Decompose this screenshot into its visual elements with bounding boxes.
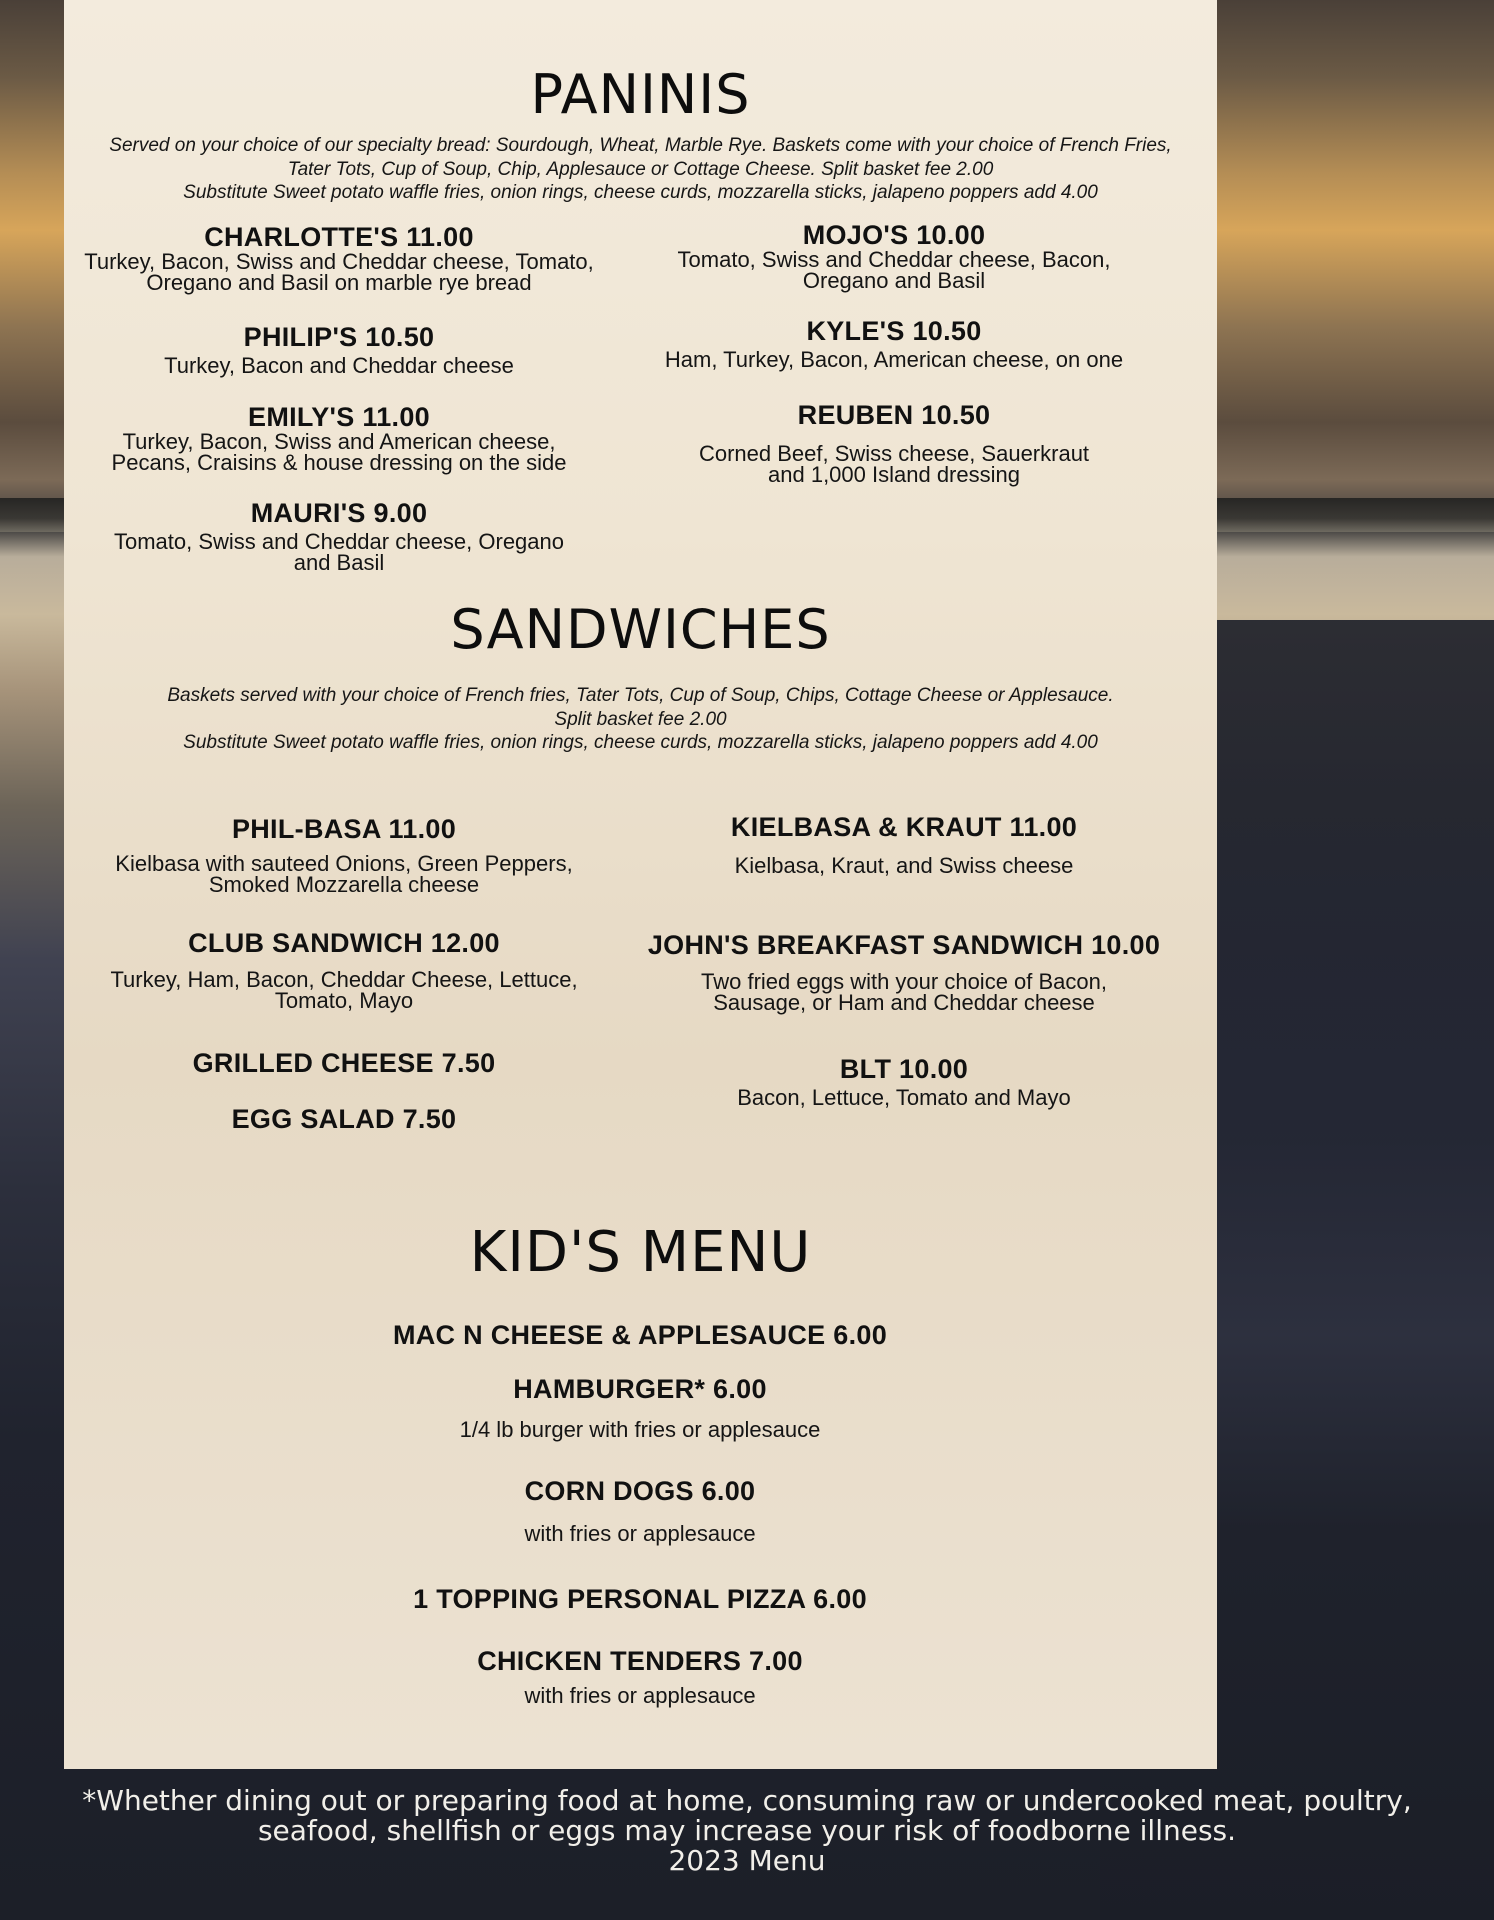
kids-item (330, 1646, 950, 1706)
panini-item (84, 322, 594, 376)
sandwich-name: BLT 10.00 (839, 1054, 969, 1084)
panini-name: PHILIP'S 10.50 (243, 322, 435, 352)
kids-item-description: with fries or applesauce (524, 1683, 756, 1708)
panini-item (84, 498, 594, 573)
sandwich-name: GRILLED CHEESE 7.50 (192, 1048, 496, 1078)
sandwich-item (84, 814, 604, 895)
sandwiches-note-line: Baskets served with your choice of French fries, Tater Tots, Cup of Soup, Chips, Cottage Cheese or Applesauce. (167, 685, 1114, 706)
disclaimer-line: seafood, shellfish or eggs may increase your risk of foodborne illness. (257, 1814, 1237, 1847)
kids-item (330, 1374, 950, 1440)
sandwiches-title: SANDWICHES (450, 598, 831, 661)
sandwich-name: JOHN'S BREAKFAST SANDWICH 10.00 (647, 930, 1161, 960)
kids-item-name: MAC N CHEESE & APPLESAUCE 6.00 (392, 1320, 888, 1350)
sandwiches-note-line: Substitute Sweet potato waffle fries, onion rings, cheese curds, mozzarella sticks, jalapeno poppers add 4.00 (183, 732, 1098, 753)
sandwich-item (634, 930, 1174, 1013)
paninis-note-line: Substitute Sweet potato waffle fries, onion rings, cheese curds, mozzarella sticks, jalapeno poppers add 4.00 (183, 182, 1098, 203)
sandwiches-note-line: Split basket fee 2.00 (554, 708, 727, 730)
panini-description: Ham, Turkey, Bacon, American cheese, on one (664, 347, 1124, 372)
sandwich-description: Bacon, Lettuce, Tomato and Mayo (737, 1085, 1071, 1110)
panini-name: KYLE'S 10.50 (806, 316, 982, 346)
kids-item (330, 1320, 950, 1351)
paninis-note-line: Served on your choice of our specialty bread: Sourdough, Wheat, Marble Rye. Baskets come with your choice of French Fries, (109, 135, 1172, 156)
footer-disclaimer (0, 1786, 1494, 1876)
sandwich-name: EGG SALAD 7.50 (231, 1104, 457, 1134)
menu-panel (64, 0, 1217, 1769)
kids-item-name: CHICKEN TENDERS 7.00 (477, 1646, 803, 1676)
kids-item-description: 1/4 lb burger with fries or applesauce (459, 1417, 821, 1442)
paninis-note-line: Tater Tots, Cup of Soup, Chip, Applesauce or Cottage Cheese. Split basket fee 2.00 (287, 158, 994, 180)
kids-item (330, 1476, 950, 1544)
panini-item (84, 402, 594, 473)
panini-item (634, 220, 1154, 291)
sandwich-name: PHIL-BASA 11.00 (231, 814, 457, 844)
panini-description: Corned Beef, Swiss cheese, Sauerkraut and 1,000 Island dressing (698, 441, 1090, 487)
sandwich-description: Kielbasa with sauteed Onions, Green Peppers, Smoked Mozzarella cheese (115, 851, 573, 897)
paninis-title: PANINIS (530, 63, 751, 126)
kids-item-name: 1 TOPPING PERSONAL PIZZA 6.00 (413, 1584, 867, 1614)
kids-menu-title: KID'S MENU (469, 1220, 812, 1285)
panini-name: REUBEN 10.50 (797, 400, 991, 430)
kids-item-name: CORN DOGS 6.00 (524, 1476, 756, 1506)
sandwiches-note (84, 684, 1197, 755)
panini-name: MOJO'S 10.00 (802, 220, 986, 250)
sandwich-name: KIELBASA & KRAUT 11.00 (730, 812, 1078, 842)
panini-name: EMILY'S 11.00 (248, 402, 430, 432)
sandwich-description: Turkey, Ham, Bacon, Cheddar Cheese, Lettuce, Tomato, Mayo (110, 967, 578, 1013)
panini-name: MAURI'S 9.00 (250, 498, 428, 528)
paninis-note (84, 134, 1197, 205)
panini-item (84, 222, 594, 293)
sandwich-item (84, 1104, 604, 1135)
sandwich-description: Two fried eggs with your choice of Bacon, Sausage, or Ham and Cheddar cheese (701, 969, 1107, 1015)
sandwich-item (634, 1054, 1174, 1108)
sandwich-item (84, 1048, 604, 1079)
sandwich-item (84, 928, 604, 1011)
panini-item (634, 400, 1154, 485)
kids-item-description: with fries or applesauce (524, 1521, 756, 1546)
sandwich-item (634, 812, 1174, 876)
panini-description: Turkey, Bacon and Cheddar cheese (164, 353, 514, 378)
panini-description: Turkey, Bacon, Swiss and Cheddar cheese, Tomato, Oregano and Basil on marble rye bread (84, 249, 594, 295)
kids-item-name: HAMBURGER* 6.00 (513, 1374, 767, 1404)
panini-description: Tomato, Swiss and Cheddar cheese, Oregano and Basil (113, 529, 565, 575)
sandwich-description: Kielbasa, Kraut, and Swiss cheese (734, 853, 1074, 878)
panini-description: Tomato, Swiss and Cheddar cheese, Bacon, Oregano and Basil (677, 247, 1111, 293)
sandwich-name: CLUB SANDWICH 12.00 (188, 928, 500, 958)
panini-description: Turkey, Bacon, Swiss and American cheese, Pecans, Craisins & house dressing on the side (111, 429, 567, 475)
kids-item (330, 1584, 950, 1615)
menu-year: 2023 Menu (668, 1844, 826, 1877)
disclaimer-line: *Whether dining out or preparing food at home, consuming raw or undercooked meat, poultry, (82, 1784, 1412, 1817)
panini-name: CHARLOTTE'S 11.00 (204, 222, 474, 252)
panini-item (634, 316, 1154, 370)
